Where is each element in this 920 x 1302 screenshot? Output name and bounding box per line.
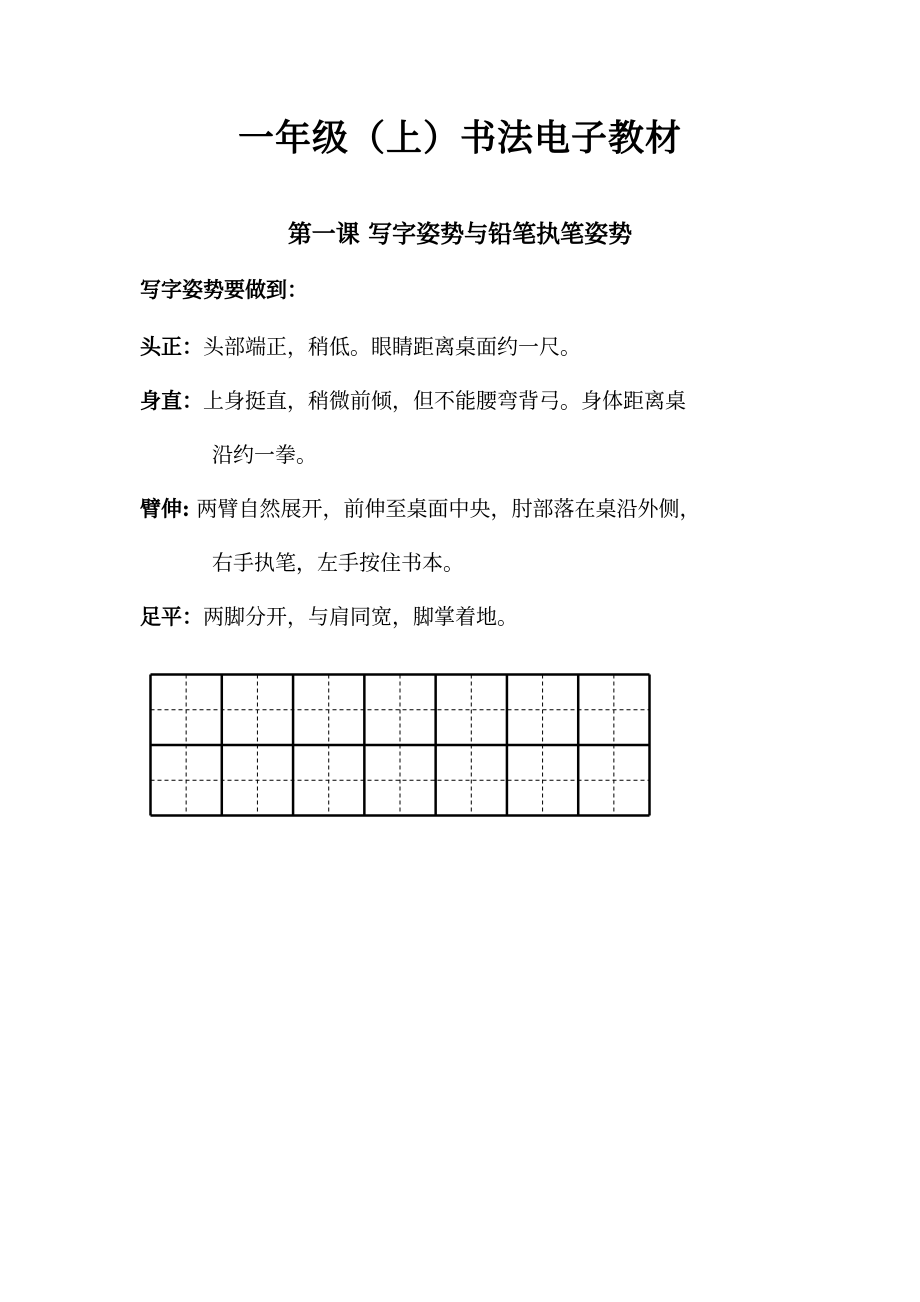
posture-label: 臂伸: <box>140 496 190 521</box>
posture-item-body <box>140 374 800 482</box>
posture-intro: 写字姿势要做到： <box>140 277 308 302</box>
posture-text-continuation: 沿约一拳。 <box>212 443 317 467</box>
posture-label: 头正： <box>140 334 203 359</box>
posture-label: 足平： <box>140 604 203 629</box>
posture-text: 两臂自然展开，前伸至桌面中央，肘部落在桌沿外侧， <box>189 497 701 521</box>
posture-text: 头部端正，稍低。眼睛距离桌面约一尺。 <box>203 335 581 359</box>
posture-text-continuation: 右手执笔，左手按住书本。 <box>212 551 464 575</box>
posture-text: 上身挺直，稍微前倾，但不能腰弯背弓。身体距离桌 <box>203 389 686 413</box>
document-title: 一年级（上）书法电子教材 <box>237 117 682 159</box>
lesson-title: 第一课 写字姿势与铅笔执笔姿势 <box>287 219 633 248</box>
posture-item-head <box>140 320 800 374</box>
posture-text: 两脚分开，与肩同宽，脚掌着地。 <box>203 605 518 629</box>
tianzige-practice-grid <box>149 673 651 817</box>
posture-item-arms <box>140 482 800 590</box>
posture-label: 身直： <box>140 388 203 413</box>
posture-item-feet <box>140 590 800 644</box>
